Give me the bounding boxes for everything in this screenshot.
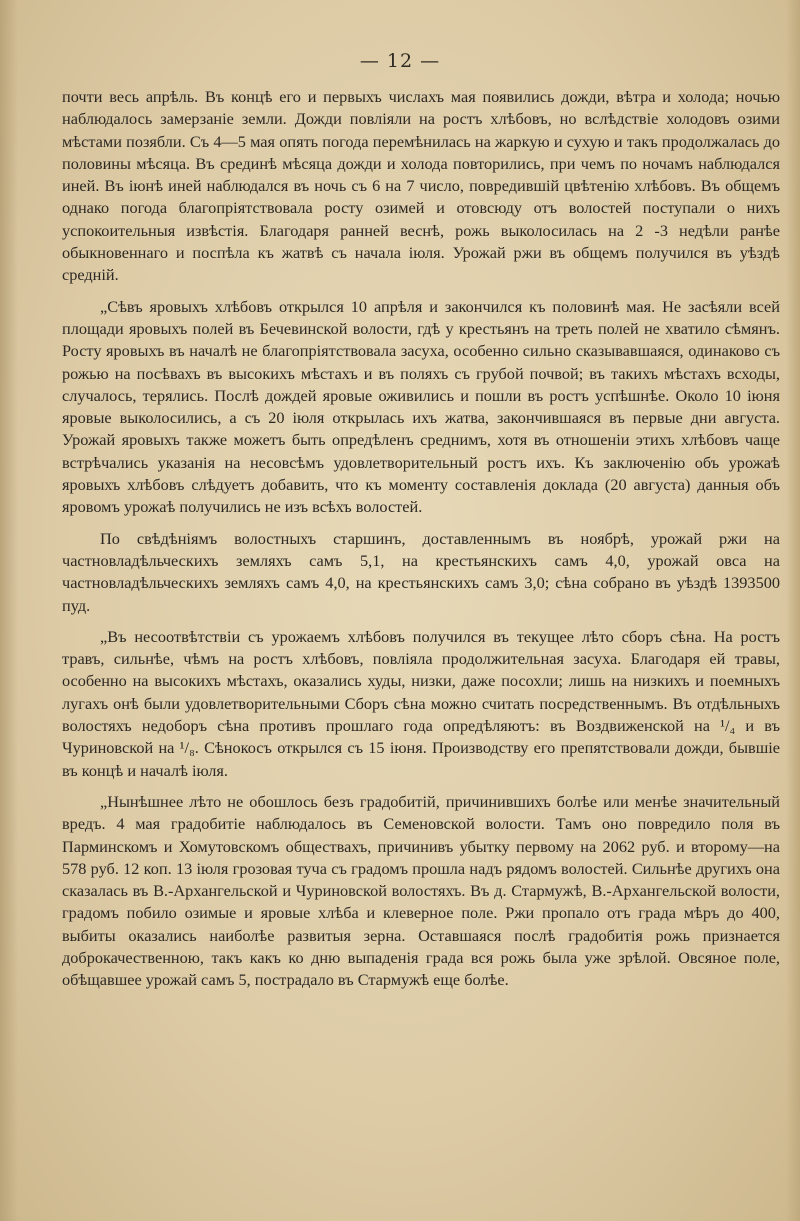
paragraph-weather-spring: почти весь апрѣль. Въ концѣ его и первыхъ числахъ мая появились дожди, вѣтра и холода; ночью наблюдалось замерзаніе земли. Дожди повліяли на ростъ хлѣбовъ, но вслѣдствіе холодовъ озими мѣстами позябли. Съ 4—5 мая опять погода перемѣнилась на жаркую и сухую и такъ продолжалась до половины мѣсяца. Въ срединѣ мѣсяца дожди и холода повторились, при чемъ по ночамъ наблюдался иней. Въ іюнѣ иней наблюдался въ ночь съ 6 на 7 число, повредившій цвѣтенію хлѣбовъ. Въ общемъ однако погода благопріятствовала росту озимей и отовсюду отъ волостей поступали о нихъ успокоительныя извѣстія. Благодаря ранней веснѣ, рожь выколосилась на 2 -3 недѣли ранѣе обыкновеннаго и поспѣла къ жатвѣ съ начала іюля. Урожай ржи въ общемъ получился въ уѣздѣ средній.	[62, 87, 780, 285]
paragraph-harvest-statistics: По свѣдѣніямъ волостныхъ старшинъ, доставленнымъ въ ноябрѣ, урожай ржи на частновладѣльческихъ земляхъ самъ 5,1, на крестьянскихъ самъ 4,0, урожай овса на частновладѣльческихъ земляхъ самъ 4,0, на крестьянскихъ самъ 3,0; сѣна собрано въ уѣздѣ 1393500 пуд.	[62, 528, 780, 615]
paragraph-hay-harvest: „Въ несоотвѣтствіи съ урожаемъ хлѣбовъ получился въ текущее лѣто сборъ сѣна. На ростъ травъ, сильнѣе, чѣмъ на ростъ хлѣбовъ, повліяла продолжительная засуха. Благодаря ей травы, особенно на высокихъ мѣстахъ, оказались худы, низки, даже посохли; лишь на низкихъ и поемныхъ лугахъ онѣ были удовлетворительными Сборъ сѣна можно считать посредственнымъ. Въ отдѣльныхъ волостяхъ недоборъ сѣна противъ прошлаго года опредѣляютъ: въ Воздвиженской на ¹/₄ и въ Чуриновской на ¹/₈. Сѣнокосъ открылся съ 15 іюня. Производству его препятствовали дожди, бывшіе въ концѣ и началѣ іюля.	[62, 626, 780, 780]
page-edge-shadow-left	[0, 0, 18, 1221]
page-number: — 12 —	[359, 50, 441, 72]
paragraph-hail-damage: „Нынѣшнее лѣто не обошлось безъ градобитій, причинившихъ болѣе или менѣе значительный вредъ. 4 мая градобитіе наблюдалось въ Семеновской волости. Тамъ оно повредило поля въ Парминскомъ и Хомутовскомъ обществахъ, причинивъ убытку первому на 2062 руб. и второму—на 578 руб. 12 коп. 13 іюля грозовая туча съ градомъ прошла надъ рядомъ волостей. Сильнѣе другихъ она сказалась въ В.-Архангельской и Чуриновской волостяхъ. Въ д. Стармужѣ, В.-Архангельской волости, градомъ побило озимые и яровые хлѣба и клеверное поле. Ржи пропало отъ града мѣръ до 400, выбиты оказались наиболѣе развитыя зерна. Оставшаяся послѣ градобитія рожь признается доброкачественною, такъ какъ ко дню выпаденія града вся рожь была уже зрѣлой. Овсяное поле, обѣщавшее урожай самъ 5, пострадало въ Стармужѣ еще болѣе.	[62, 791, 780, 990]
paragraph-spring-sowing: „Сѣвъ яровыхъ хлѣбовъ открылся 10 апрѣля и закончился къ половинѣ мая. Не засѣяли всей площади яровыхъ полей въ Бечевинской волости, гдѣ у крестьянъ на треть полей не хватило сѣмянъ. Росту яровыхъ въ началѣ не благопріятствовала засуха, особенно сильно сказывавшаяся, одинаково съ рожью на посѣвахъ въ высокихъ мѣстахъ и въ поляхъ съ грубой почвой; въ такихъ мѣстахъ всходы, случалось, терялись. Послѣ дождей яровые оживились и пошли въ ростъ успѣшнѣе. Около 10 іюня яровые выколосились, а съ 20 іюля открылась ихъ жатва, закончившаяся въ первые дни августа. Урожай яровыхъ также можетъ быть опредѣленъ среднимъ, хотя въ отношеніи этихъ хлѣбовъ чаще встрѣчались указанія на несовсѣмъ удовлетворительный ростъ ихъ. Къ заключенію объ урожаѣ яровыхъ хлѣбовъ слѣдуетъ добавить, что къ моменту составленія доклада (20 августа) данныя объ яровомъ урожаѣ получились не изъ всѣхъ волостей.	[62, 296, 780, 517]
page-edge-shadow-right	[786, 0, 800, 1221]
body-text	[62, 86, 780, 992]
